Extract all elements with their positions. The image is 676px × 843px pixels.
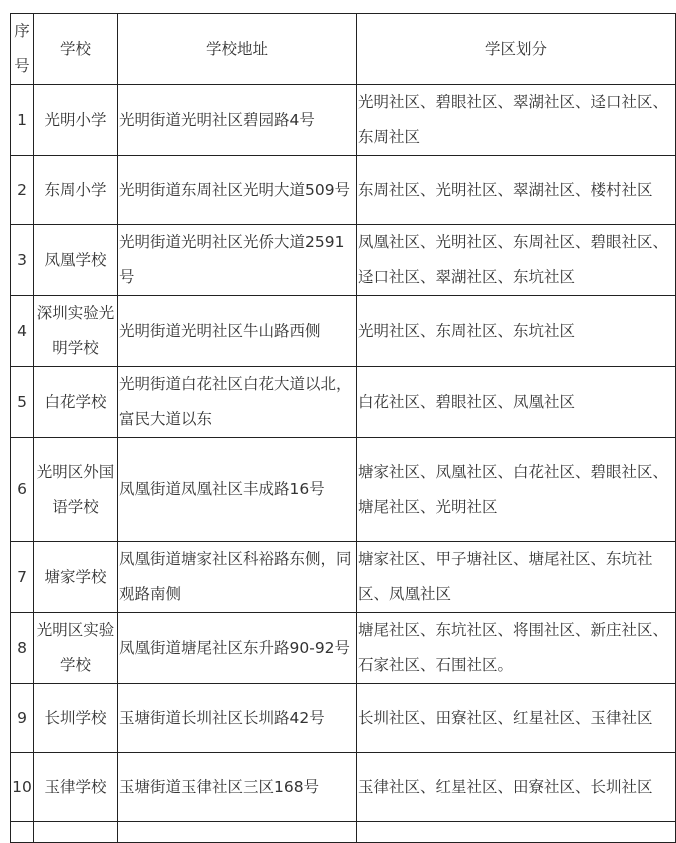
row-school: 塘家学校 <box>34 542 118 613</box>
row-district: 塘家社区、甲子塘社区、塘尾社区、东坑社区、凤凰社区 <box>357 542 676 613</box>
row-index: 7 <box>11 542 34 613</box>
row-school: 白花学校 <box>34 367 118 438</box>
row-school: 凤凰学校 <box>34 225 118 296</box>
row-school: 长圳学校 <box>34 684 118 753</box>
table-row <box>11 225 676 296</box>
row-index: 1 <box>11 85 34 156</box>
row-district: 塘家社区、凤凰社区、白花社区、碧眼社区、塘尾社区、光明社区 <box>357 438 676 542</box>
row-school: 深圳实验光明学校 <box>34 296 118 367</box>
table-row <box>11 542 676 613</box>
table-row <box>11 367 676 438</box>
empty-cell <box>11 822 34 843</box>
row-school: 光明小学 <box>34 85 118 156</box>
row-district: 玉律社区、红星社区、田寮社区、长圳社区 <box>357 753 676 822</box>
row-address: 光明街道光明社区光侨大道2591号 <box>118 225 357 296</box>
table-row <box>11 85 676 156</box>
row-address: 光明街道白花社区白花大道以北，富民大道以东 <box>118 367 357 438</box>
header-school: 学校 <box>34 14 118 85</box>
row-district: 光明社区、东周社区、东坑社区 <box>357 296 676 367</box>
empty-cell <box>118 822 357 843</box>
row-address: 玉塘街道长圳社区长圳路42号 <box>118 684 357 753</box>
school-district-table <box>10 13 676 843</box>
table-row <box>11 438 676 542</box>
row-school: 光明区外国语学校 <box>34 438 118 542</box>
row-school: 玉律学校 <box>34 753 118 822</box>
row-district: 塘尾社区、东坑社区、将围社区、新庄社区、石家社区、石围社区。 <box>357 613 676 684</box>
row-address: 光明街道光明社区牛山路西侧 <box>118 296 357 367</box>
header-address: 学校地址 <box>118 14 357 85</box>
row-district: 东周社区、光明社区、翠湖社区、楼村社区 <box>357 156 676 225</box>
row-index: 3 <box>11 225 34 296</box>
row-index: 8 <box>11 613 34 684</box>
row-address: 凤凰街道塘家社区科裕路东侧，同观路南侧 <box>118 542 357 613</box>
row-index: 4 <box>11 296 34 367</box>
row-address: 光明街道东周社区光明大道509号 <box>118 156 357 225</box>
row-district: 长圳社区、田寮社区、红星社区、玉律社区 <box>357 684 676 753</box>
row-index: 9 <box>11 684 34 753</box>
table-row <box>11 753 676 822</box>
empty-cell <box>357 822 676 843</box>
row-address: 凤凰街道凤凰社区丰成路16号 <box>118 438 357 542</box>
table-row <box>11 613 676 684</box>
row-index: 6 <box>11 438 34 542</box>
table-header-row <box>11 14 676 85</box>
row-district: 光明社区、碧眼社区、翠湖社区、迳口社区、东周社区 <box>357 85 676 156</box>
row-address: 光明街道光明社区碧园路4号 <box>118 85 357 156</box>
row-school: 光明区实验学校 <box>34 613 118 684</box>
table-row <box>11 156 676 225</box>
row-index: 2 <box>11 156 34 225</box>
table-row <box>11 296 676 367</box>
row-index: 10 <box>11 753 34 822</box>
header-index: 序号 <box>11 14 34 85</box>
table-row-partial <box>11 822 676 843</box>
empty-cell <box>34 822 118 843</box>
row-index: 5 <box>11 367 34 438</box>
table-row <box>11 684 676 753</box>
row-address: 玉塘街道玉律社区三区168号 <box>118 753 357 822</box>
row-district: 凤凰社区、光明社区、东周社区、碧眼社区、迳口社区、翠湖社区、东坑社区 <box>357 225 676 296</box>
row-district: 白花社区、碧眼社区、凤凰社区 <box>357 367 676 438</box>
row-address: 凤凰街道塘尾社区东升路90-92号 <box>118 613 357 684</box>
row-school: 东周小学 <box>34 156 118 225</box>
header-district: 学区划分 <box>357 14 676 85</box>
